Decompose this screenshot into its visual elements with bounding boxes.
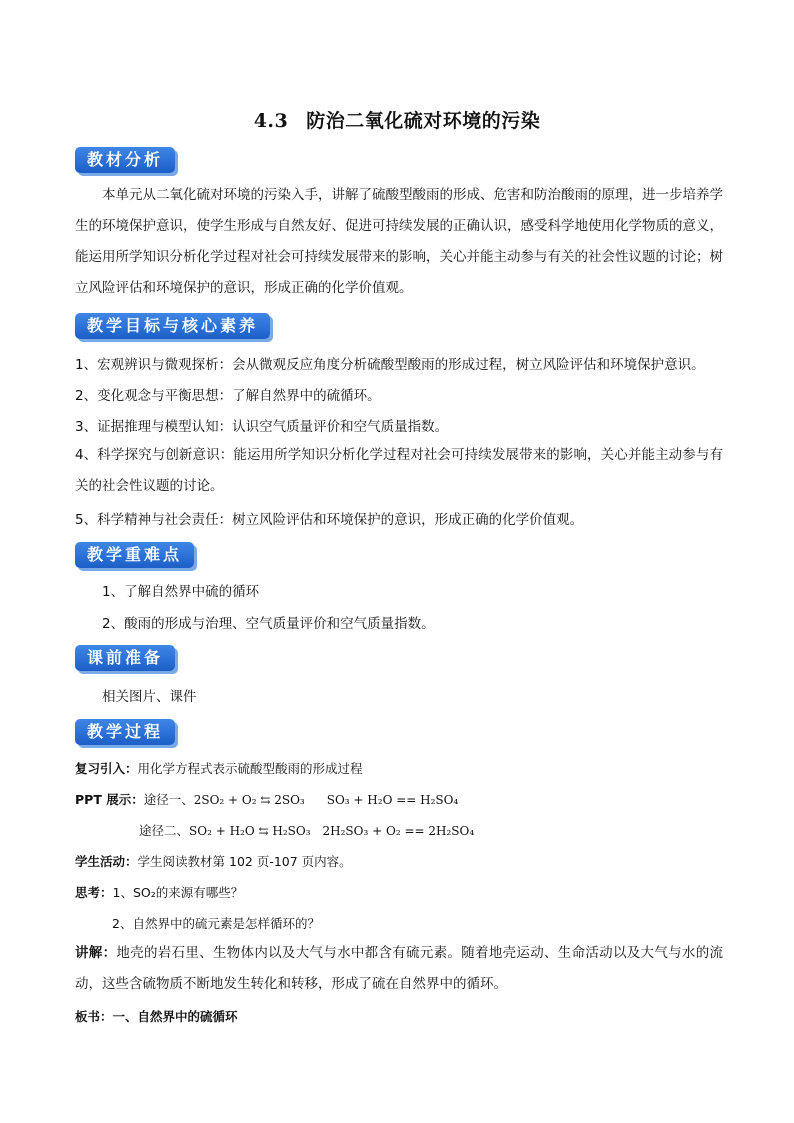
think-question-2: 2、自然界中的硫元素是怎样循环的？ [112, 916, 320, 931]
activity-line [75, 852, 352, 870]
route2-line [139, 821, 474, 839]
board-line [75, 1007, 238, 1025]
preparation-text: 相关图片、课件 [102, 689, 197, 705]
explain-paragraph [75, 938, 723, 1000]
think-label: 思考： [75, 885, 113, 900]
route1-equation-1: 2SO₂ + O₂ ⇆ 2SO₃ [193, 793, 305, 807]
goal-item-4: 4、科学探究与创新意识：能运用所学知识分析化学过程对社会可持续发展带来的影响，关心并能主动参与有关的社会性议题的讨论。 [75, 447, 723, 494]
route2-label: 途径二、 [139, 823, 190, 838]
ppt-line [75, 790, 458, 808]
board-text: 一、自然界中的硫循环 [112, 1009, 238, 1024]
section-badge-analysis: 教材分析 [75, 147, 175, 173]
think-line-1 [75, 883, 243, 901]
review-label: 复习引入： [75, 761, 138, 776]
review-text: 用化学方程式表示硫酸型酸雨的形成过程 [137, 761, 363, 776]
route2-equation-1: SO₂ + H₂O ⇆ H₂SO₃ [189, 824, 311, 838]
ppt-label: PPT 展示： [75, 792, 144, 807]
section-badge-goals: 教学目标与核心素养 [75, 313, 270, 339]
goal-item-3: 3、证据推理与模型认知：认识空气质量评价和空气质量指数。 [75, 419, 449, 435]
analysis-paragraph: 本单元从二氧化硫对环境的污染入手，讲解了硫酸型酸雨的形成、危害和防治酸雨的原理，进一步培养学生的环境保护意识，使学生形成与自然友好、促进可持续发展的正确认识，感受科学地使用化学物质的意义，能运用所学知识分析化学过程对社会可持续发展带来的影响，关心并能主动参与有关的社会性议题的讨论；树立风险评估和环境保护的意识，形成正确的化学价值观。 [75, 187, 723, 296]
goal-item-5: 5、科学精神与社会责任：树立风险评估和环境保护的意识，形成正确的化学价值观。 [75, 512, 584, 528]
think-question-1: 1、SO₂的来源有哪些？ [112, 885, 244, 900]
title-number: 4.3 [253, 110, 289, 132]
section-badge-preparation: 课前准备 [75, 645, 175, 671]
page-title [0, 106, 794, 133]
activity-text: 学生阅读教材第 102 页-107 页内容。 [137, 854, 352, 869]
key-point-1: 1、了解自然界中硫的循环 [102, 584, 260, 600]
route1-equation-2: SO₃ + H₂O == H₂SO₄ [326, 793, 459, 807]
key-point-2: 2、酸雨的形成与治理、空气质量评价和空气质量指数。 [102, 616, 435, 632]
board-label: 板书： [75, 1009, 113, 1024]
route2-equation-2: 2H₂SO₃ + O₂ == 2H₂SO₄ [322, 824, 475, 838]
route1-label: 途径一、 [143, 792, 194, 807]
explain-text: 地壳的岩石里、生物体内以及大气与水中都含有硫元素。随着地壳运动、生命活动以及大气与水的流动，这些含硫物质不断地发生转化和转移，形成了硫在自然界中的循环。 [75, 945, 724, 992]
explain-label: 讲解： [75, 945, 117, 961]
section-badge-key-points: 教学重难点 [75, 542, 194, 568]
goal-item-2: 2、变化观念与平衡思想：了解自然界中的硫循环。 [75, 388, 381, 404]
review-line [75, 759, 363, 777]
activity-label: 学生活动： [75, 854, 138, 869]
title-text: 防治二氧化硫对环境的污染 [306, 110, 541, 132]
goal-item-1: 1、宏观辨识与微观探析：会从微观反应角度分析硫酸型酸雨的形成过程，树立风险评估和环境保护意识。 [75, 357, 705, 373]
section-badge-process: 教学过程 [75, 719, 175, 745]
